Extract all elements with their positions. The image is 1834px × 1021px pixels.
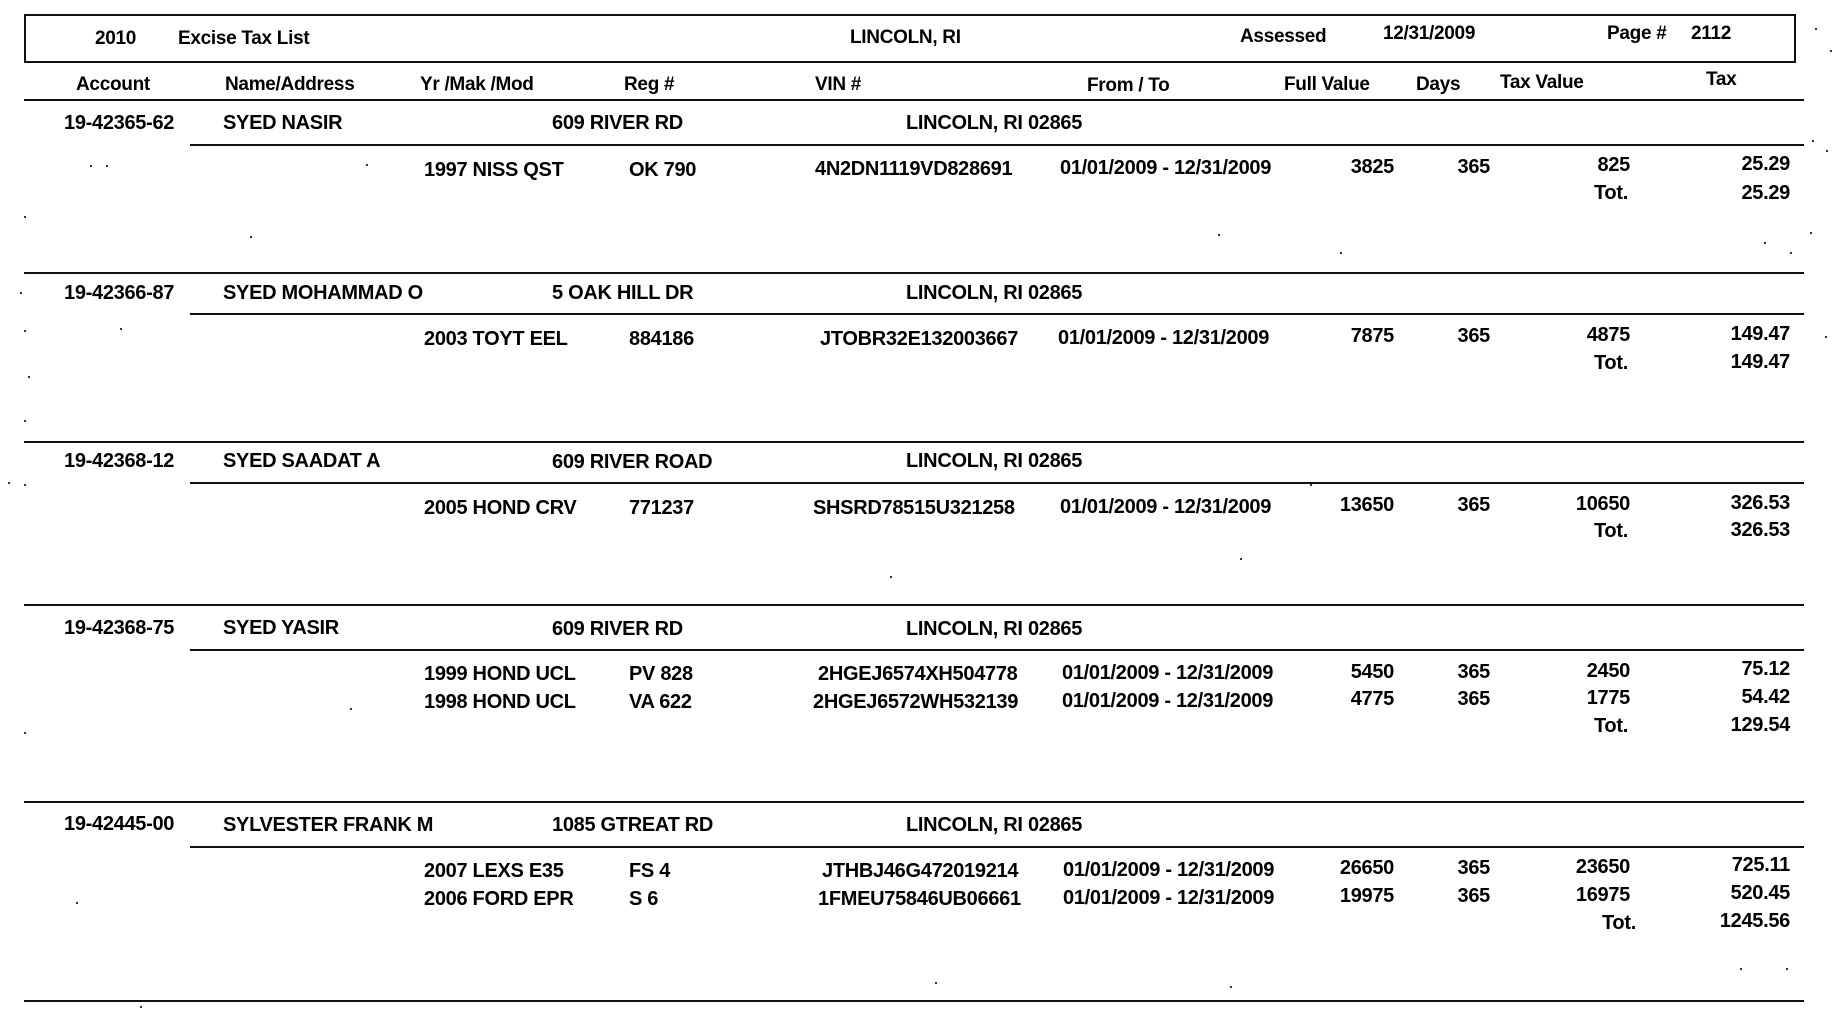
account-number: 19-42365-62 [64, 112, 175, 134]
vehicle-description: 1998 HOND UCL [424, 691, 576, 713]
owner-city: LINCOLN, RI 02865 [906, 282, 1083, 304]
tax-amount: 75.12 [1741, 658, 1790, 680]
from-to-dates: 01/01/2009 - 12/31/2009 [1060, 157, 1272, 179]
col-account: Account [76, 74, 150, 95]
page-label: Page # [1607, 23, 1667, 44]
days: 365 [1457, 325, 1490, 347]
account-number: 19-42366-87 [64, 282, 175, 304]
tax-value: 1775 [1586, 687, 1630, 709]
col-days: Days [1416, 74, 1461, 95]
vehicle-description: 2005 HOND CRV [424, 497, 577, 519]
from-to-dates: 01/01/2009 - 12/31/2009 [1062, 662, 1274, 684]
full-value: 7875 [1350, 325, 1394, 347]
total-label: Tot. [1594, 715, 1628, 737]
full-value: 4775 [1350, 688, 1394, 710]
total-label: Tot. [1602, 912, 1636, 934]
tax-value: 10650 [1575, 493, 1630, 515]
full-value: 19975 [1339, 885, 1394, 907]
vin: 2HGEJ6572WH532139 [813, 691, 1019, 713]
owner-city: LINCOLN, RI 02865 [906, 618, 1083, 640]
registration: FS 4 [629, 860, 671, 882]
vehicle-description: 2003 TOYT EEL [424, 328, 568, 350]
full-value: 5450 [1350, 661, 1394, 683]
header-year: 2010 [95, 28, 137, 49]
vin: 4N2DN1119VD828691 [815, 158, 1013, 180]
col-name-address: Name/Address [225, 74, 355, 95]
total-amount: 149.47 [1730, 351, 1790, 373]
tax-value: 16975 [1575, 884, 1630, 906]
days: 365 [1457, 857, 1490, 879]
owner-name: SYLVESTER FRANK M [223, 814, 434, 836]
col-vin: VIN # [815, 74, 862, 95]
from-to-dates: 01/01/2009 - 12/31/2009 [1058, 327, 1270, 349]
total-label: Tot. [1594, 520, 1628, 542]
col-tax: Tax [1706, 69, 1737, 90]
from-to-dates: 01/01/2009 - 12/31/2009 [1060, 496, 1272, 518]
account-number: 19-42368-75 [64, 617, 175, 639]
vin: 1FMEU75846UB06661 [818, 888, 1021, 910]
days: 365 [1457, 885, 1490, 907]
vehicle-description: 2006 FORD EPR [424, 888, 574, 910]
col-yr-mak-mod: Yr /Mak /Mod [420, 74, 534, 95]
owner-address: 609 RIVER RD [552, 112, 683, 134]
page-number: 2112 [1691, 23, 1732, 44]
days: 365 [1457, 156, 1490, 178]
full-value: 26650 [1339, 857, 1394, 879]
tax-amount: 54.42 [1741, 686, 1790, 708]
tax-amount: 326.53 [1730, 492, 1790, 514]
header-town: LINCOLN, RI [850, 27, 961, 48]
col-tax-value: Tax Value [1500, 72, 1584, 93]
tax-value: 4875 [1586, 324, 1630, 346]
tax-amount: 725.11 [1731, 854, 1790, 876]
owner-address: 1085 GTREAT RD [552, 814, 714, 836]
total-label: Tot. [1594, 182, 1628, 204]
from-to-dates: 01/01/2009 - 12/31/2009 [1063, 887, 1275, 909]
vin: 2HGEJ6574XH504778 [818, 663, 1018, 685]
full-value: 13650 [1339, 494, 1394, 516]
owner-address: 5 OAK HILL DR [552, 282, 694, 304]
header-title: Excise Tax List [178, 28, 310, 49]
owner-name: SYED NASIR [223, 112, 343, 134]
total-amount: 129.54 [1730, 714, 1790, 736]
days: 365 [1457, 688, 1490, 710]
vin: JTHBJ46G472019214 [822, 860, 1019, 882]
col-full-value: Full Value [1284, 74, 1370, 95]
owner-address: 609 RIVER ROAD [552, 451, 713, 473]
account-number: 19-42368-12 [64, 450, 175, 472]
from-to-dates: 01/01/2009 - 12/31/2009 [1063, 859, 1275, 881]
owner-city: LINCOLN, RI 02865 [906, 450, 1083, 472]
registration: VA 622 [629, 691, 692, 713]
vehicle-description: 1997 NISS QST [424, 159, 564, 181]
vin: JTOBR32E132003667 [820, 328, 1019, 350]
assessed-label: Assessed [1240, 26, 1327, 47]
tax-amount: 520.45 [1730, 882, 1790, 904]
days: 365 [1457, 494, 1490, 516]
registration: OK 790 [629, 159, 697, 181]
from-to-dates: 01/01/2009 - 12/31/2009 [1062, 690, 1274, 712]
tax-value: 23650 [1575, 856, 1630, 878]
vehicle-description: 1999 HOND UCL [424, 663, 576, 685]
registration: S 6 [629, 888, 659, 910]
account-number: 19-42445-00 [64, 813, 175, 835]
col-from-to: From / To [1087, 75, 1170, 96]
owner-city: LINCOLN, RI 02865 [906, 112, 1083, 134]
tax-value: 825 [1597, 154, 1630, 176]
assessed-date: 12/31/2009 [1383, 23, 1476, 44]
owner-name: SYED YASIR [223, 617, 339, 639]
owner-name: SYED MOHAMMAD O [223, 282, 423, 304]
registration: 771237 [629, 497, 694, 519]
vin: SHSRD78515U321258 [813, 497, 1015, 519]
owner-city: LINCOLN, RI 02865 [906, 814, 1083, 836]
tax-amount: 149.47 [1730, 323, 1790, 345]
owner-name: SYED SAADAT A [223, 450, 381, 472]
total-amount: 25.29 [1741, 182, 1790, 204]
registration: PV 828 [629, 663, 693, 685]
col-reg: Reg # [624, 74, 675, 95]
full-value: 3825 [1350, 156, 1394, 178]
total-amount: 1245.56 [1719, 910, 1790, 932]
tax-amount: 25.29 [1741, 153, 1790, 175]
owner-address: 609 RIVER RD [552, 618, 683, 640]
tax-value: 2450 [1586, 660, 1630, 682]
days: 365 [1457, 661, 1490, 683]
total-label: Tot. [1594, 352, 1628, 374]
vehicle-description: 2007 LEXS E35 [424, 860, 564, 882]
registration: 884186 [629, 328, 694, 350]
total-amount: 326.53 [1730, 519, 1790, 541]
